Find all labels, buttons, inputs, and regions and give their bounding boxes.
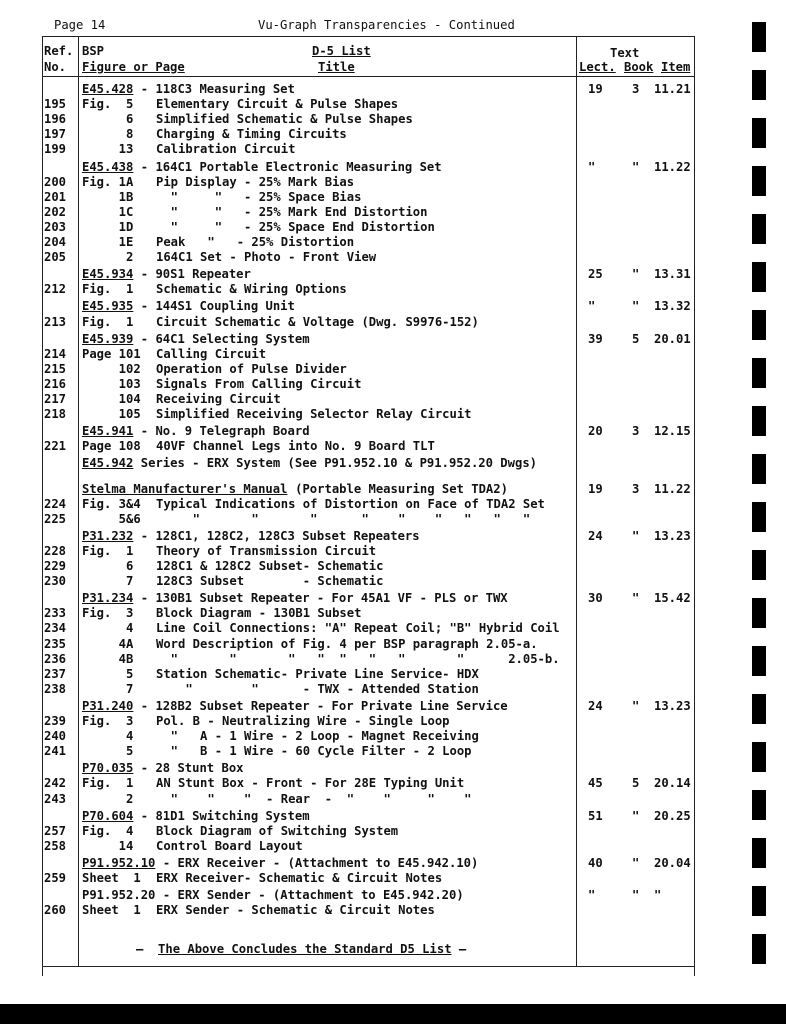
scan-mark bbox=[752, 886, 766, 916]
row-drawing-ref: P31.234 bbox=[82, 591, 134, 606]
row-title: Block Diagram - 130B1 Subset bbox=[156, 606, 362, 621]
row-title: " B - 1 Wire - 60 Cycle Filter - 2 Loop bbox=[156, 744, 472, 759]
row-ref-number: 225 bbox=[44, 511, 67, 526]
row-title: - ERX Receiver - (Attachment to E45.942.10) bbox=[155, 855, 479, 870]
row-title: - 28 Stunt Box bbox=[133, 761, 244, 776]
row-book: " bbox=[632, 299, 640, 314]
scan-mark bbox=[752, 454, 766, 484]
row-title: Typical Indications of Distortion on Face of TDA2 Set bbox=[156, 496, 545, 511]
row-title: " " - 25% Space Bias bbox=[156, 189, 362, 204]
row-book: " bbox=[632, 591, 640, 606]
row-title: ERX Receiver- Schematic & Circuit Notes bbox=[156, 871, 443, 885]
row-item: 20.01 bbox=[654, 331, 691, 346]
row-title: " " - 25% Mark End Distortion bbox=[156, 204, 428, 219]
row-title: AN Stunt Box - Front - For 28E Typing Unit bbox=[156, 776, 465, 791]
row-figure: 7 bbox=[82, 681, 134, 696]
row-lect: 25 bbox=[588, 267, 603, 282]
row-title: " " " " " " " " 2.05-b. bbox=[156, 651, 560, 666]
row-lect: 40 bbox=[588, 855, 603, 870]
row-ref-number: 236 bbox=[44, 651, 67, 666]
row-ref-number: 217 bbox=[44, 392, 67, 406]
footer-text: The Above Concludes the Standard D5 List bbox=[158, 942, 452, 956]
row-figure: 5 bbox=[82, 744, 134, 759]
scan-mark bbox=[752, 502, 766, 532]
row-title: Simplified Schematic & Pulse Shapes bbox=[156, 112, 413, 127]
row-ref-number: 204 bbox=[44, 235, 67, 249]
row-item: 20.25 bbox=[654, 808, 691, 823]
row-ref-number: 221 bbox=[44, 439, 67, 454]
row-title: Pol. B - Neutralizing Wire - Single Loop bbox=[156, 714, 450, 728]
row-figure: 4 bbox=[82, 729, 134, 744]
row-ref-number: 240 bbox=[44, 729, 67, 744]
row-book: " bbox=[632, 808, 640, 823]
row-title: Series - ERX System (See P91.952.10 & P91.952.20 Dwgs) bbox=[133, 456, 537, 471]
row-drawing-ref: E45.939 bbox=[82, 331, 134, 346]
table-left-rule bbox=[42, 36, 43, 976]
row-ref-number: 216 bbox=[44, 376, 67, 391]
col-text: Text bbox=[610, 46, 640, 60]
row-lect: 20 bbox=[588, 424, 603, 439]
row-ref-number: 235 bbox=[44, 636, 67, 651]
row-ref-number: 259 bbox=[44, 871, 67, 885]
row-drawing-ref: E45.942 bbox=[82, 456, 134, 471]
row-title: - 64C1 Selecting System bbox=[133, 331, 310, 346]
row-ref-number: 197 bbox=[44, 127, 67, 142]
row-title: Circuit Schematic & Voltage (Dwg. S9976-152) bbox=[156, 314, 479, 329]
row-title: Charging & Timing Circuits bbox=[156, 127, 347, 142]
row-book: " bbox=[632, 159, 640, 174]
row-item: 11.21 bbox=[654, 82, 691, 96]
row-figure: 105 bbox=[82, 407, 141, 422]
row-title: - 144S1 Coupling Unit bbox=[133, 299, 295, 314]
col-bsp-line2: Figure or Page bbox=[82, 60, 185, 74]
row-figure: Sheet 1 bbox=[82, 871, 141, 885]
scan-mark bbox=[752, 742, 766, 772]
row-drawing-ref: P91.952.10 bbox=[82, 855, 156, 870]
row-title: 128C1 & 128C2 Subset- Schematic bbox=[156, 559, 384, 573]
row-item: 20.14 bbox=[654, 776, 691, 791]
row-drawing-ref: P70.035 bbox=[82, 761, 134, 776]
row-figure: 2 bbox=[82, 791, 134, 806]
row-ref-number: 214 bbox=[44, 346, 67, 361]
row-figure: 6 bbox=[82, 559, 134, 573]
col-lect: Lect. bbox=[579, 60, 616, 74]
page-number: Page 14 bbox=[54, 18, 106, 32]
row-title: " " " - Rear - " " " " bbox=[156, 791, 472, 806]
row-title: - 164C1 Portable Electronic Measuring Set bbox=[133, 159, 442, 174]
row-drawing-ref: P31.240 bbox=[82, 698, 134, 713]
row-figure: Fig. 4 bbox=[82, 823, 134, 838]
table-right-rule bbox=[694, 36, 695, 976]
row-figure: Page 101 bbox=[82, 346, 141, 361]
row-title: Control Board Layout bbox=[156, 838, 303, 853]
row-title: - ERX Sender - (Attachment to E45.942.20) bbox=[155, 888, 464, 903]
scan-mark bbox=[752, 118, 766, 148]
row-title: - 81D1 Switching System bbox=[133, 808, 310, 823]
scan-mark bbox=[752, 166, 766, 196]
row-title: Schematic & Wiring Options bbox=[156, 282, 347, 297]
row-title: Block Diagram of Switching System bbox=[156, 823, 399, 838]
row-figure: 1C bbox=[82, 204, 134, 219]
row-title: 164C1 Set - Photo - Front View bbox=[156, 250, 377, 265]
row-ref-number: 230 bbox=[44, 574, 67, 589]
row-figure: 1E bbox=[82, 235, 134, 249]
row-drawing-ref: P70.604 bbox=[82, 808, 134, 823]
row-ref-number: 233 bbox=[44, 606, 67, 621]
scan-mark bbox=[752, 262, 766, 292]
row-figure: 102 bbox=[82, 361, 141, 376]
row-title: Peak " - 25% Distortion bbox=[156, 235, 355, 249]
row-drawing-ref: E45.428 bbox=[82, 82, 134, 96]
scan-mark bbox=[752, 694, 766, 724]
scan-bottom-bar bbox=[0, 1004, 786, 1024]
row-figure: Fig. 1 bbox=[82, 314, 134, 329]
footer-dash-end: — bbox=[458, 942, 467, 956]
scan-mark bbox=[752, 934, 766, 964]
row-ref-number: 229 bbox=[44, 559, 67, 573]
row-ref-number: 195 bbox=[44, 97, 67, 112]
row-title: Signals From Calling Circuit bbox=[156, 376, 362, 391]
row-figure: 103 bbox=[82, 376, 141, 391]
row-figure: 14 bbox=[82, 838, 134, 853]
row-item: " bbox=[654, 888, 662, 903]
footer-dash-start: — bbox=[136, 942, 144, 956]
row-book: 3 bbox=[632, 82, 640, 96]
row-ref-number: 212 bbox=[44, 282, 67, 297]
row-ref-number: 224 bbox=[44, 496, 67, 511]
row-figure: 4B bbox=[82, 651, 134, 666]
ref-column-rule bbox=[78, 36, 79, 966]
row-item: 13.32 bbox=[654, 299, 691, 314]
row-book: 3 bbox=[632, 481, 640, 496]
row-book: " bbox=[632, 855, 640, 870]
row-figure: 4 bbox=[82, 621, 134, 636]
scan-mark bbox=[752, 22, 766, 52]
row-ref-number: 260 bbox=[44, 903, 67, 918]
scan-mark bbox=[752, 550, 766, 580]
row-ref-number: 203 bbox=[44, 219, 67, 234]
row-item: 13.23 bbox=[654, 528, 691, 543]
row-title: Simplified Receiving Selector Relay Circuit bbox=[156, 407, 472, 422]
row-item: 20.04 bbox=[654, 855, 691, 870]
row-ref-number: 201 bbox=[44, 189, 67, 204]
row-item: 13.31 bbox=[654, 267, 691, 282]
text-column-rule bbox=[576, 36, 577, 966]
row-item: 12.15 bbox=[654, 424, 691, 439]
row-figure: 13 bbox=[82, 142, 134, 157]
row-lect: 45 bbox=[588, 776, 603, 791]
footer-line bbox=[136, 942, 466, 957]
scan-mark bbox=[752, 406, 766, 436]
scan-mark bbox=[752, 646, 766, 676]
row-figure: 104 bbox=[82, 392, 141, 406]
row-lect: 51 bbox=[588, 808, 603, 823]
row-item: 11.22 bbox=[654, 159, 691, 174]
row-title: - 128B2 Subset Repeater - For Private Line Service bbox=[133, 698, 508, 713]
row-title: Theory of Transmission Circuit bbox=[156, 543, 377, 558]
row-drawing-ref: E45.934 bbox=[82, 267, 134, 282]
row-title: 128C3 Subset - Schematic bbox=[156, 574, 384, 589]
row-figure: Fig. 1 bbox=[82, 776, 134, 791]
header-rule bbox=[42, 76, 695, 77]
row-title: (Portable Measuring Set TDA2) bbox=[287, 481, 508, 496]
scan-mark bbox=[752, 214, 766, 244]
row-ref-number: 202 bbox=[44, 204, 67, 219]
table-bottom-rule bbox=[42, 966, 695, 967]
row-lect: " bbox=[588, 299, 596, 314]
row-lect: 19 bbox=[588, 481, 603, 496]
scan-mark bbox=[752, 70, 766, 100]
row-figure: 2 bbox=[82, 250, 134, 265]
row-ref-number: 228 bbox=[44, 543, 67, 558]
row-ref-number: 213 bbox=[44, 314, 67, 329]
row-ref-number: 258 bbox=[44, 838, 67, 853]
row-figure: 1D bbox=[82, 219, 134, 234]
row-item: 13.23 bbox=[654, 698, 691, 713]
scan-mark bbox=[752, 790, 766, 820]
row-item: 11.22 bbox=[654, 481, 691, 496]
row-item: 15.42 bbox=[654, 591, 691, 606]
row-ref-number: 199 bbox=[44, 142, 67, 157]
row-lect: " bbox=[588, 888, 596, 903]
scan-mark bbox=[752, 358, 766, 388]
row-drawing-ref: E45.438 bbox=[82, 159, 134, 174]
row-figure: Fig. 3 bbox=[82, 606, 134, 621]
row-ref-number: 215 bbox=[44, 361, 67, 376]
col-item: Item bbox=[661, 60, 691, 74]
row-figure: Page 108 bbox=[82, 439, 141, 454]
row-ref-number: 238 bbox=[44, 681, 67, 696]
page-title: Vu-Graph Transparencies - Continued bbox=[258, 18, 515, 32]
row-title: - 118C3 Measuring Set bbox=[133, 82, 295, 96]
row-drawing-ref: P31.232 bbox=[82, 528, 134, 543]
row-book: 5 bbox=[632, 776, 640, 791]
row-lect: 39 bbox=[588, 331, 603, 346]
row-figure: Fig. 3&4 bbox=[82, 496, 141, 511]
row-title: Line Coil Connections: "A" Repeat Coil; "B" Hybrid Coil bbox=[156, 621, 560, 636]
row-ref-number: 239 bbox=[44, 714, 67, 728]
row-title: Calling Circuit bbox=[156, 346, 267, 361]
row-title: - 128C1, 128C2, 128C3 Subset Repeaters bbox=[133, 528, 420, 543]
col-bsp-line1: BSP bbox=[82, 44, 105, 58]
row-ref-number: 241 bbox=[44, 744, 67, 759]
row-title: - 90S1 Repeater bbox=[133, 267, 251, 282]
row-book: 3 bbox=[632, 424, 640, 439]
row-figure: Fig. 1 bbox=[82, 543, 134, 558]
row-lect: " bbox=[588, 159, 596, 174]
row-figure: 4A bbox=[82, 636, 134, 651]
col-list-name: D-5 List bbox=[312, 44, 371, 58]
row-book: " bbox=[632, 267, 640, 282]
row-lect: 30 bbox=[588, 591, 603, 606]
scan-mark bbox=[752, 598, 766, 628]
table-top-rule bbox=[42, 36, 695, 37]
row-figure: Sheet 1 bbox=[82, 903, 141, 918]
row-figure: 8 bbox=[82, 127, 134, 142]
row-lect: 24 bbox=[588, 528, 603, 543]
row-title: ERX Sender - Schematic & Circuit Notes bbox=[156, 903, 435, 918]
row-figure: 6 bbox=[82, 112, 134, 127]
row-title: " " - TWX - Attended Station bbox=[156, 681, 479, 696]
row-ref-number: 257 bbox=[44, 823, 67, 838]
col-ref-line1: Ref. bbox=[44, 44, 74, 58]
row-figure: Fig. 1A bbox=[82, 174, 134, 189]
row-title: Calibration Circuit bbox=[156, 142, 296, 157]
row-title: 40VF Channel Legs into No. 9 Board TLT bbox=[156, 439, 435, 454]
row-title: Pip Display - 25% Mark Bias bbox=[156, 174, 355, 189]
row-lect: 19 bbox=[588, 82, 603, 96]
row-title: " " - 25% Space End Distortion bbox=[156, 219, 435, 234]
row-drawing-ref: Stelma Manufacturer's Manual bbox=[82, 481, 288, 496]
row-title: Word Description of Fig. 4 per BSP paragraph 2.05-a. bbox=[156, 636, 538, 651]
row-ref-number: 218 bbox=[44, 407, 67, 422]
row-figure: Fig. 5 bbox=[82, 97, 134, 112]
row-title: Operation of Pulse Divider bbox=[156, 361, 347, 376]
row-figure: 7 bbox=[82, 574, 134, 589]
row-book: 5 bbox=[632, 331, 640, 346]
row-book: " bbox=[632, 528, 640, 543]
row-ref-number: 196 bbox=[44, 112, 67, 127]
row-figure: 1B bbox=[82, 189, 134, 204]
row-figure: Fig. 1 bbox=[82, 282, 134, 297]
row-title: Receiving Circuit bbox=[156, 392, 281, 406]
row-lect: 24 bbox=[588, 698, 603, 713]
scan-mark bbox=[752, 838, 766, 868]
row-ref-number: 234 bbox=[44, 621, 67, 636]
row-ref-number: 200 bbox=[44, 174, 67, 189]
row-book: " bbox=[632, 698, 640, 713]
col-book: Book bbox=[624, 60, 654, 74]
row-title: - No. 9 Telegraph Board bbox=[133, 424, 310, 439]
row-ref-number: 243 bbox=[44, 791, 67, 806]
row-drawing-ref: P91.952.20 bbox=[82, 888, 156, 903]
row-drawing-ref: E45.935 bbox=[82, 299, 134, 314]
row-ref-number: 242 bbox=[44, 776, 67, 791]
row-figure: 5 bbox=[82, 666, 134, 681]
row-ref-number: 237 bbox=[44, 666, 67, 681]
row-figure: 5&6 bbox=[82, 511, 141, 526]
row-title: Elementary Circuit & Pulse Shapes bbox=[156, 97, 399, 112]
row-title: - 130B1 Subset Repeater - For 45A1 VF - PLS or TWX bbox=[133, 591, 508, 606]
row-figure: Fig. 3 bbox=[82, 714, 134, 728]
row-title: " A - 1 Wire - 2 Loop - Magnet Receiving bbox=[156, 729, 479, 744]
row-title: Station Schematic- Private Line Service- HDX bbox=[156, 666, 479, 681]
row-ref-number: 205 bbox=[44, 250, 67, 265]
row-title: " " " " " " " " " bbox=[156, 511, 531, 526]
col-ref-line2: No. bbox=[44, 60, 67, 74]
scan-mark bbox=[752, 310, 766, 340]
row-drawing-ref: E45.941 bbox=[82, 424, 134, 439]
row-book: " bbox=[632, 888, 640, 903]
col-title: Title bbox=[318, 60, 355, 74]
